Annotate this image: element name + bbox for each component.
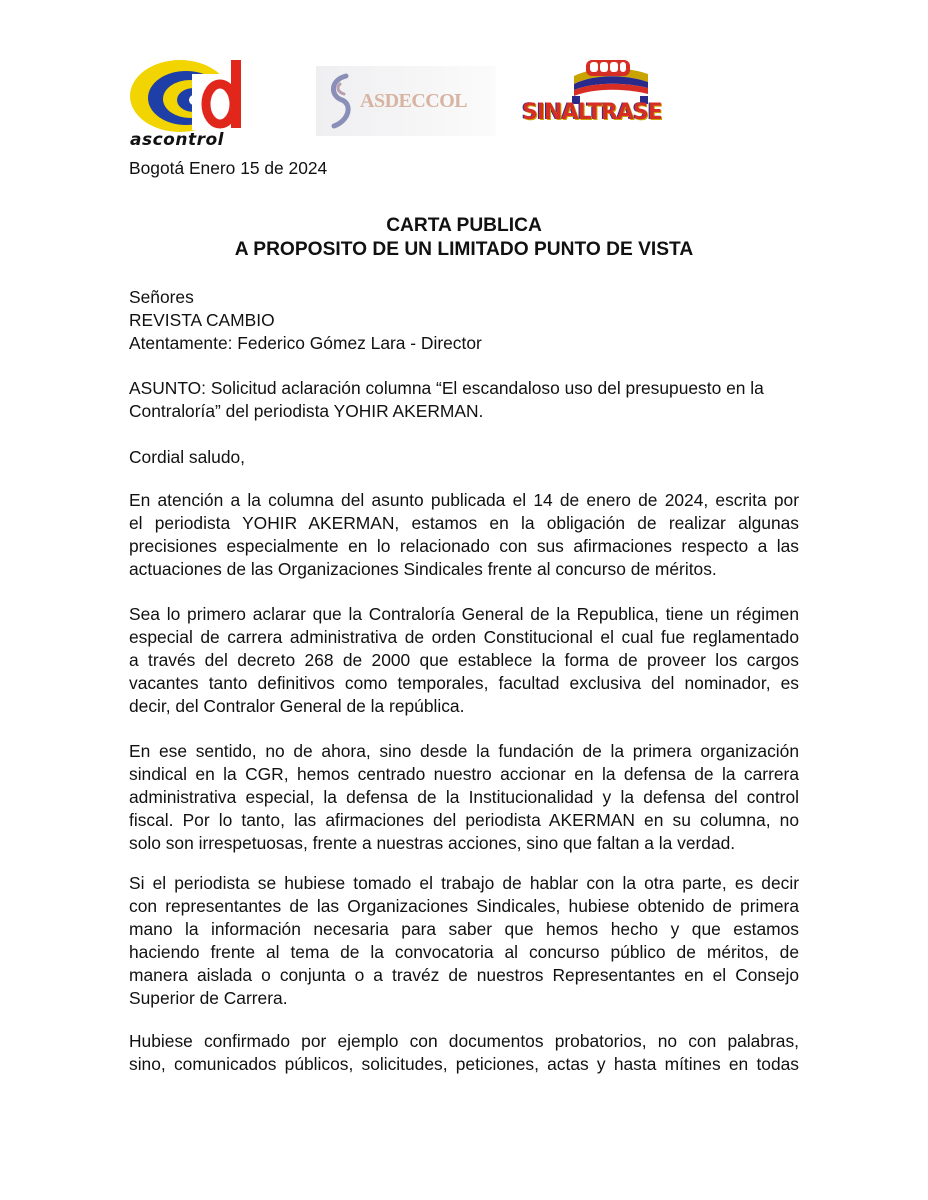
recipient-salutation: Señores: [129, 287, 194, 307]
paragraph-line: sindical en la CGR, hemos centrado nuestro accionar en la defensa de la carrera: [129, 764, 799, 784]
paragraph-line: sino, comunicados públicos, solicitudes, peticiones, actas y hasta mítines en todas: [129, 1054, 799, 1074]
paragraph-line: En ese sentido, no de ahora, sino desde la fundación de la primera organización: [129, 741, 799, 761]
paragraph-line: manera aislada o conjunta o a travéz de nuestros Representantes en el Consejo: [129, 965, 799, 985]
body-paragraph: [129, 872, 799, 1010]
asdeccol-wordmark: ASDECCOL: [360, 90, 468, 112]
body-paragraph: [129, 1030, 799, 1076]
paragraph-line: a través del decreto 268 de 2000 que establece la forma de proveer los cargos: [129, 650, 799, 670]
paragraph-line: En atención a la columna del asunto publicada el 14 de enero de 2024, escrita por: [129, 490, 799, 510]
paragraph-line: Hubiese confirmado por ejemplo con documentos probatorios, no con palabras,: [129, 1031, 799, 1051]
letter-subtitle: A PROPOSITO DE UN LIMITADO PUNTO DE VISTA: [234, 239, 694, 260]
paragraph-line: con representantes de las Organizaciones Sindicales, hubiese obtenido de primera: [129, 896, 799, 916]
paragraph-line: decir, del Contralor General de la república.: [129, 696, 465, 716]
body-paragraph: [129, 603, 799, 718]
paragraph-line: vacantes tanto definitivos como temporales, facultad exclusiva del nominador, es: [129, 673, 799, 693]
paragraph-line: especial de carrera administrativa de orden Constitucional el cual fue reglamentado: [129, 627, 799, 647]
paragraph-line: mano la información necesaria para saber que hemos hecho y que estamos: [129, 919, 799, 939]
paragraph-line: actuaciones de las Organizaciones Sindicales frente al concurso de méritos.: [129, 559, 717, 579]
body-paragraph: [129, 740, 799, 855]
ascontrol-logo: [128, 56, 270, 152]
paragraph-line: el periodista YOHIR AKERMAN, estamos en la obligación de realizar algunas: [129, 513, 799, 533]
sinaltrase-logo: [518, 58, 708, 134]
greeting: Cordial saludo,: [129, 447, 246, 467]
paragraph-line: Superior de Carrera.: [129, 988, 288, 1008]
paragraph-line: Si el periodista se hubiese tomado el trabajo de hablar con la otra parte, es decir: [129, 873, 799, 893]
ascontrol-wordmark: ascontrol: [130, 130, 224, 150]
asdeccol-emblem-icon: [322, 70, 358, 132]
sinaltrase-emblem-icon: [564, 58, 654, 104]
paragraph-line: solo son irrespetuosas, frente a nuestras acciones, sino que faltan a la verdad.: [129, 833, 736, 853]
body-paragraph: [129, 489, 799, 581]
asdeccol-logo: [316, 66, 496, 136]
ascontrol-emblem-icon: [128, 56, 270, 134]
paragraph-line: precisiones especialmente en lo relacionado con sus afirmaciones respecto a las: [129, 536, 799, 556]
sinaltrase-wordmark: SINALTRASE: [522, 100, 662, 125]
letter-title: CARTA PUBLICA: [386, 215, 542, 236]
paragraph-line: administrativa especial, la defensa de la Institucionalidad y la defensa del control: [129, 787, 799, 807]
paragraph-line: fiscal. Por lo tanto, las afirmaciones del periodista AKERMAN en su columna, no: [129, 810, 799, 830]
letter-date: Bogotá Enero 15 de 2024: [129, 158, 328, 178]
recipient-organization: REVISTA CAMBIO: [129, 310, 275, 330]
subject-line: Contraloría” del periodista YOHIR AKERMAN.: [129, 401, 484, 421]
recipient-attention: Atentamente: Federico Gómez Lara - Director: [129, 333, 482, 353]
subject-line: ASUNTO: Solicitud aclaración columna “El escandaloso uso del presupuesto en la: [129, 378, 764, 398]
paragraph-line: haciendo frente al tema de la convocatoria al concurso público de méritos, de: [129, 942, 799, 962]
paragraph-line: Sea lo primero aclarar que la Contraloría General de la Republica, tiene un régimen: [129, 604, 799, 624]
